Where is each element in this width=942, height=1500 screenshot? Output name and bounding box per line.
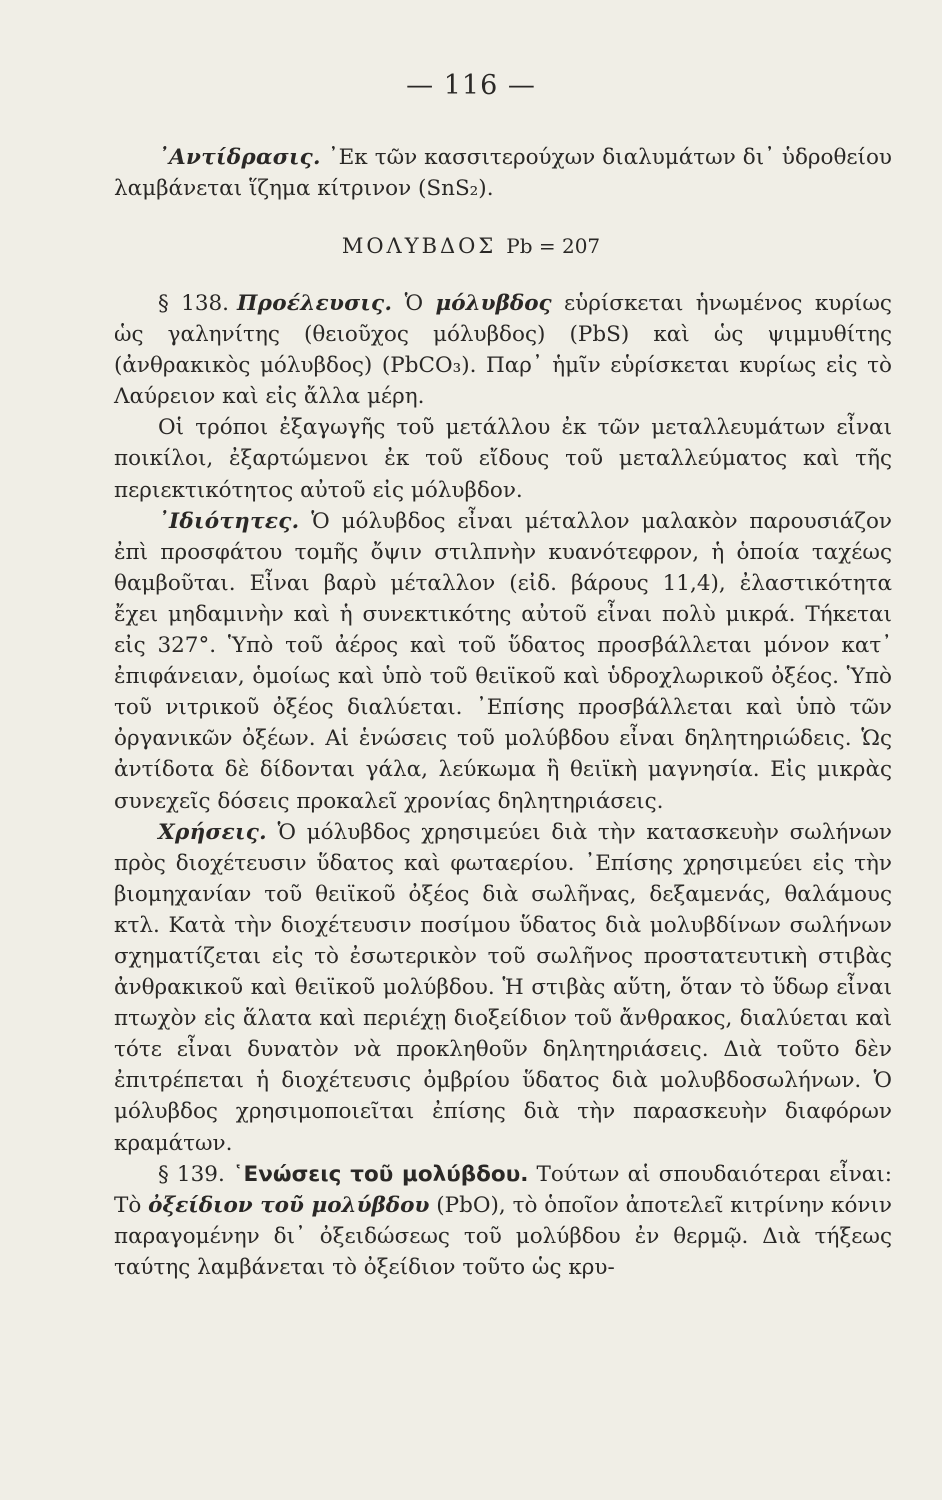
reaction-text: ᾿Εκ τῶν κασσιτερούχων διαλυμάτων δι᾿ ὑδροθείου λαμβάνεται ἵζημα κίτρινον (SnS₂).	[114, 145, 892, 202]
properties-text: Ὁ μόλυβδος εἶναι μέταλλον μαλακὸν παρουσιάζον ἐπὶ προσφάτου τομῆς ὄψιν στιλπνὴν κυανότεφρον, ἡ ὁποία ταχέως θαμβοῦται. Εἶναι βαρὺ μέταλλον (εἰδ. βάρους 11,4), ἐλαστικότητα ἔχει μηδαμινὴν καὶ ἡ συνεκτικότης αὐτοῦ εἶναι πολὺ μικρά. Τήκεται εἰς 327°. Ὑπὸ τοῦ ἀέρος καὶ τοῦ ὕδατος προσβάλλεται μόνον κατ᾿ ἐπιφάνειαν, ὁμοίως καὶ ὑπὸ τοῦ θειϊκοῦ καὶ ὑδροχλωρικοῦ ὀξέος. Ὑπὸ τοῦ νιτρικοῦ ὀξέος διαλύεται. ᾿Επίσης προσβάλλεται καὶ ὑπὸ τῶν ὀργανικῶν ὀξέων. Αἱ ἑνώσεις τοῦ μολύβδου εἶναι δηλητηριώδεις. Ὡς ἀντίδοτα δὲ δίδονται γάλα, λεύκωμα ἢ θειϊκὴ μαγνησία. Εἰς μικρὰς συνεχεῖς δόσεις προκαλεῖ χρονίας δηλητηριάσεις.	[114, 508, 892, 814]
compounds-text: (PbO), τὸ ὁποῖον ἀποτελεῖ κιτρίνην κόνιν παραγομένην δι᾿ ὀξειδώσεως τοῦ μολύβδου ἐν θερμῷ. Διὰ τήξεως ταύτης λαμβάνεται τὸ ὀξείδιον τοῦτο ὡς κρυ-	[114, 1192, 892, 1280]
compounds-term: ὀξείδιον τοῦ μολύβδου	[148, 1192, 430, 1218]
compounds-text-lead: Τούτων αἱ σπουδαιότεραι εἶναι: Τὸ	[114, 1161, 892, 1218]
properties-heading: ᾿Ιδιότητες.	[158, 508, 300, 534]
element-formula: Pb = 207	[506, 234, 601, 258]
compounds-heading: ῾Ενώσεις τοῦ μολύβδου.	[232, 1161, 529, 1187]
properties-paragraph	[114, 506, 892, 817]
origin-term: μόλυβδος	[435, 291, 552, 316]
element-name: ΜΟΛΥΒΔΟΣ	[341, 234, 497, 258]
compounds-paragraph	[114, 1159, 892, 1283]
extraction-paragraph: Οἱ τρόποι ἐξαγωγῆς τοῦ μετάλλου ἐκ τῶν μεταλλευμάτων εἶναι ποικίλοι, ἐξαρτώμενοι ἐκ τοῦ εἴδους τοῦ μεταλλεύματος καὶ τῆς περιεκτικότητος αὐτοῦ εἰς μόλυβδον.	[114, 415, 892, 503]
uses-heading: Χρήσεις.	[158, 819, 267, 845]
uses-text: Ὁ μόλυβδος χρησιμεύει διὰ τὴν κατασκευὴν σωλήνων πρὸς διοχέτευσιν ὕδατος καὶ φωταερίου. ᾿Επίσης χρησιμεύει εἰς τὴν βιομηχανίαν τοῦ θειϊκοῦ ὀξέος διὰ σωλῆνας, δεξαμενάς, θαλάμους κτλ. Κατὰ τὴν διοχέτευσιν ποσίμου ὕδατος διὰ μολυβδίνων σωλήνων σχηματίζεται εἰς τὸ ἐσωτερικὸν τοῦ σωλῆνος προστατευτικὴ στιβὰς ἀνθρακικοῦ καὶ θειϊκοῦ μολύβδου. Ἡ στιβὰς αὕτη, ὅταν τὸ ὕδωρ εἶναι πτωχὸν εἰς ἅλατα καὶ περιέχῃ διοξείδιον τοῦ ἄνθρακος, διαλύεται καὶ τότε εἶναι δυνατὸν νὰ προκληθοῦν δηλητηριάσεις. Διὰ τοῦτο δὲν ἐπιτρέπεται ἡ διοχέτευσις ὀμβρίου ὕδατος διὰ μολυβδοσωλήνων. Ὁ μόλυβδος χρησιμοποιεῖται ἐπίσης διὰ τὴν παρασκευὴν διαφόρων κραμάτων.	[114, 819, 892, 1156]
origin-text: εὑρίσκεται ἡνωμένος κυρίως ὡς γαληνίτης (θειοῦχος μόλυβδος) (PbS) καὶ ὡς ψιμμυθίτης (ἀνθρακικὸς μόλυβδος) (PbCO₃). Παρ᾿ ἡμῖν εὑρίσκεται κυρίως εἰς τὸ Λαύρειον καὶ εἰς ἄλλα μέρη.	[114, 291, 892, 410]
section-title	[0, 234, 942, 258]
origin-heading: Προέλευσις.	[237, 291, 393, 316]
origin-text-lead: Ὁ	[392, 291, 436, 316]
section-number-138: § 138.	[158, 291, 230, 316]
section-number-139: § 139.	[158, 1161, 225, 1187]
reaction-paragraph	[114, 142, 892, 205]
reaction-heading: ᾿Αντίδρασις.	[158, 145, 321, 170]
main-text	[114, 288, 892, 1283]
origin-paragraph	[114, 288, 892, 412]
uses-paragraph	[114, 817, 892, 1159]
page-number: — 116 —	[406, 70, 536, 101]
